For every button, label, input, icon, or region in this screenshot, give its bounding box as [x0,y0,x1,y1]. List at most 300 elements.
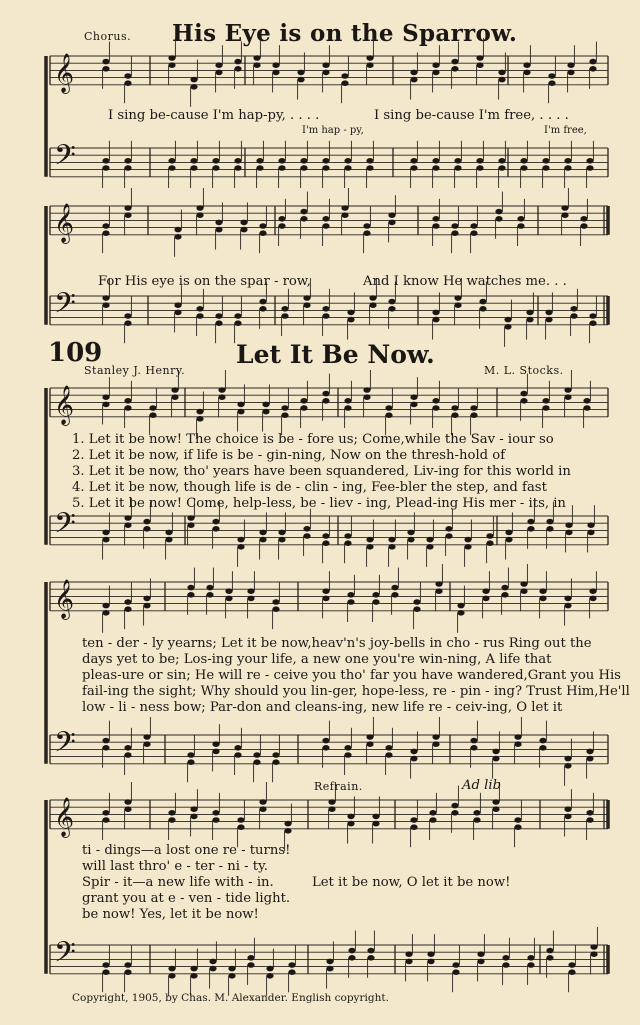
verse-line: ti - dings—a lost one re - turns! [82,843,291,858]
note-head [278,537,285,543]
verse-line: 1. Let it be now! The choice is be - fore us; Come,while the Sav - iour so [72,432,554,447]
note-head [520,398,527,404]
hymn1-echo2: I'm free, [544,125,587,136]
note-head [405,951,412,957]
author: Stanley J. Henry. [84,364,186,377]
note-head [526,310,533,316]
note-head [278,158,285,164]
note-head [171,387,178,393]
note-head [247,588,254,594]
note-head [405,959,412,965]
note-head [514,824,521,830]
note-head [322,70,329,76]
note-head [432,158,439,164]
note-head [206,592,213,598]
refrain-label: Refrain. [314,780,363,793]
note-head [344,540,351,546]
note-head [451,66,458,72]
note-head [413,606,420,612]
note-head [348,955,355,961]
verse-line: 2. Let it be now, if life is be - gin-ning, Now on the thresh-hold of [72,448,506,463]
note-head [477,959,484,965]
note-head [209,959,216,965]
note-head [212,817,219,823]
note-head [502,962,509,968]
note-head [300,398,307,404]
adlib-mark: Ad lib [462,778,502,793]
verse-line: 3. Let it be now, tho' years have been squandered, Liv-ing for this world in [72,464,571,479]
note-head [253,55,260,61]
note-head [464,537,471,543]
note-head [454,295,461,301]
note-head [492,799,499,805]
note-head [520,165,527,171]
note-head [124,212,131,218]
note-head [589,320,596,326]
note-head [278,223,285,229]
note-head [187,515,194,521]
note-head [514,734,521,740]
note-head [322,533,329,539]
note-head [102,230,109,236]
note-head [143,519,150,525]
note-head [505,537,512,543]
note-head [451,230,458,236]
note-head [215,70,222,76]
note-head [432,734,439,740]
note-head [253,62,260,68]
note-head [583,398,590,404]
note-head [452,969,459,975]
note-head [586,749,593,755]
note-head [568,962,575,968]
note-head [589,59,596,65]
note-head [190,77,197,83]
note-head [102,962,109,968]
note-head [432,317,439,323]
note-head [495,216,502,222]
note-head [347,310,354,316]
note-head [284,828,291,834]
note-head [102,817,109,823]
note-head [212,741,219,747]
note-head [196,313,203,319]
note-head [363,387,370,393]
note-head [410,70,417,76]
note-head [322,223,329,229]
note-head [266,966,273,972]
note-head [570,306,577,312]
note-head [237,817,244,823]
note-head [322,391,329,397]
note-head [366,165,373,171]
bass-clef-icon: 𝄢 [54,139,76,179]
note-head [432,310,439,316]
note-head [388,299,395,305]
note-head [454,302,461,308]
note-head [546,948,553,954]
note-head [281,306,288,312]
note-head [457,603,464,609]
note-head [212,810,219,816]
note-head [542,398,549,404]
note-head [542,165,549,171]
note-head [168,973,175,979]
note-head [539,588,546,594]
note-head [262,409,269,415]
note-head [278,216,285,222]
note-head [253,752,260,758]
note-head [564,394,571,400]
note-head [303,302,310,308]
note-head [586,165,593,171]
note-head [498,158,505,164]
note-head [385,405,392,411]
note-head [514,817,521,823]
treble-clef-icon: 𝄞 [54,579,75,619]
note-head [124,799,131,805]
note-head [124,806,131,812]
note-head [367,955,374,961]
note-head [253,759,260,765]
note-head [545,310,552,316]
note-head [259,530,266,536]
note-head [476,165,483,171]
note-head [486,533,493,539]
note-head [102,302,109,308]
note-head [372,592,379,598]
note-head [451,803,458,809]
note-head [124,962,131,968]
note-head [168,817,175,823]
note-head [410,824,417,830]
note-head [102,738,109,744]
note-head [347,599,354,605]
note-head [567,70,574,76]
note-head [432,405,439,411]
note-head [259,223,266,229]
note-head [548,73,555,79]
note-head [451,223,458,229]
note-head [432,223,439,229]
note-head [526,317,533,323]
treble-clef-icon: 𝄞 [54,797,75,837]
note-head [470,230,477,236]
note-head [149,405,156,411]
note-head [187,585,194,591]
note-head [259,799,266,805]
note-head [545,317,552,323]
note-head [366,62,373,68]
note-head [445,533,452,539]
note-head [278,165,285,171]
note-head [225,596,232,602]
note-head [369,295,376,301]
note-head [344,745,351,751]
note-head [570,313,577,319]
note-head [124,73,131,79]
note-head [143,526,150,532]
note-head [322,62,329,68]
note-head [168,810,175,816]
note-head [237,544,244,550]
note-head [432,398,439,404]
note-head [168,966,175,972]
verse-line: grant you at e - ven - tide light. [82,891,291,906]
note-head [212,526,219,532]
note-head [196,212,203,218]
note-head [589,588,596,594]
note-head [586,810,593,816]
note-head [546,519,553,525]
note-head [344,165,351,171]
note-head [520,391,527,397]
note-head [388,212,395,218]
chorus-label: Chorus. [84,30,132,43]
note-head [482,596,489,602]
note-head [479,299,486,305]
copyright-notice: Copyright, 1905, by Chas. M. Alexander. English copyright. [72,992,389,1004]
note-head [215,62,222,68]
note-head [452,962,459,968]
note-head [413,599,420,605]
note-head [492,806,499,812]
note-head [102,745,109,751]
note-head [567,62,574,68]
note-head [587,530,594,536]
note-head [168,62,175,68]
note-head [281,405,288,411]
note-head [322,596,329,602]
note-head [288,969,295,975]
note-head [303,533,310,539]
verse-line: days yet to be; Los-ing your life, a new one you're win-ning, A life that [82,652,552,667]
note-head [527,519,534,525]
note-head [457,610,464,616]
note-head [228,973,235,979]
note-head [348,948,355,954]
note-head [410,165,417,171]
note-head [451,412,458,418]
note-head [589,596,596,602]
note-head [297,70,304,76]
note-head [341,73,348,79]
note-head [322,216,329,222]
note-head [454,158,461,164]
note-head [564,603,571,609]
note-head [143,741,150,747]
note-head [583,405,590,411]
hymn-number: 109 [48,338,103,368]
note-head [143,603,150,609]
note-head [272,599,279,605]
note-head [187,522,194,528]
note-head [190,806,197,812]
note-head [174,234,181,240]
note-head [432,741,439,747]
note-head [363,394,370,400]
note-head [410,394,417,400]
note-head [124,80,131,86]
note-head [171,394,178,400]
note-head [259,306,266,312]
note-head [190,158,197,164]
note-head [212,165,219,171]
note-head [300,216,307,222]
note-head [256,158,263,164]
note-head [470,405,477,411]
note-head [272,62,279,68]
note-head [539,738,546,744]
note-head [322,306,329,312]
bass-clef-icon: 𝄢 [54,726,76,766]
note-head [367,948,374,954]
note-head [190,84,197,90]
note-head [498,77,505,83]
hymn2-title: Let It Be Now. [236,340,435,369]
note-head [102,610,109,616]
note-head [564,158,571,164]
note-head [102,165,109,171]
note-head [102,66,109,72]
note-head [240,227,247,233]
note-head [168,55,175,61]
note-head [124,745,131,751]
note-head [190,165,197,171]
note-head [464,544,471,550]
note-head [124,969,131,975]
verse-line: 4. Let it be now, though life is de - clin - ing, Fee-bler the step, and fast [72,480,547,495]
note-head [196,409,203,415]
note-head [520,581,527,587]
note-head [187,592,194,598]
note-head [501,585,508,591]
note-head [542,158,549,164]
note-head [206,585,213,591]
note-head [546,526,553,532]
note-head [564,596,571,602]
note-head [366,55,373,61]
note-head [347,821,354,827]
note-head [344,752,351,758]
note-head [385,752,392,758]
note-head [212,749,219,755]
note-head [586,817,593,823]
note-head [344,398,351,404]
note-head [564,756,571,762]
note-head [492,749,499,755]
note-head [561,212,568,218]
treble-clef-icon: 𝄞 [54,53,75,93]
note-head [196,416,203,422]
note-head [326,959,333,965]
note-head [495,209,502,215]
note-head [432,70,439,76]
note-head [580,223,587,229]
note-head [388,306,395,312]
note-head [196,306,203,312]
note-head [388,220,395,226]
note-head [366,741,373,747]
bass-clef-icon: 𝄢 [54,936,76,976]
note-head [432,165,439,171]
note-head [486,540,493,546]
note-head [297,77,304,83]
note-head [322,313,329,319]
verse-line: fail-ing the sight; Why should you lin-ger, hope-less, re - pin - ing? Trust Him,He'll [82,684,630,699]
note-head [366,537,373,543]
note-head [281,313,288,319]
note-head [363,223,370,229]
note-head [284,821,291,827]
note-head [580,216,587,222]
note-head [218,394,225,400]
note-head [366,544,373,550]
note-head [372,814,379,820]
note-head [407,537,414,543]
note-head [502,955,509,961]
note-head [303,295,310,301]
note-head [102,402,109,408]
note-head [215,320,222,326]
note-head [564,806,571,812]
note-head [564,165,571,171]
note-head [187,752,194,758]
note-head [587,522,594,528]
note-head [473,817,480,823]
note-head [426,537,433,543]
note-head [388,537,395,543]
note-head [445,526,452,532]
note-head [143,596,150,602]
note-head [266,973,273,979]
note-head [385,412,392,418]
note-head [237,409,244,415]
note-head [341,80,348,86]
note-head [435,581,442,587]
note-head [565,530,572,536]
note-head [429,810,436,816]
note-head [366,734,373,740]
note-head [124,752,131,758]
note-head [234,752,241,758]
note-head [281,412,288,418]
note-head [234,66,241,72]
note-head [215,313,222,319]
note-head [454,165,461,171]
note-head [501,592,508,598]
note-head [212,519,219,525]
note-head [256,165,263,171]
note-head [476,62,483,68]
note-head [366,158,373,164]
note-head [344,533,351,539]
note-head [451,59,458,65]
note-head [124,158,131,164]
note-head [234,158,241,164]
note-head [190,973,197,979]
note-head [237,402,244,408]
note-head [240,220,247,226]
note-head [432,62,439,68]
note-head [473,810,480,816]
note-head [407,530,414,536]
note-head [124,313,131,319]
note-head [215,227,222,233]
note-head [586,158,593,164]
note-head [300,405,307,411]
note-head [498,165,505,171]
